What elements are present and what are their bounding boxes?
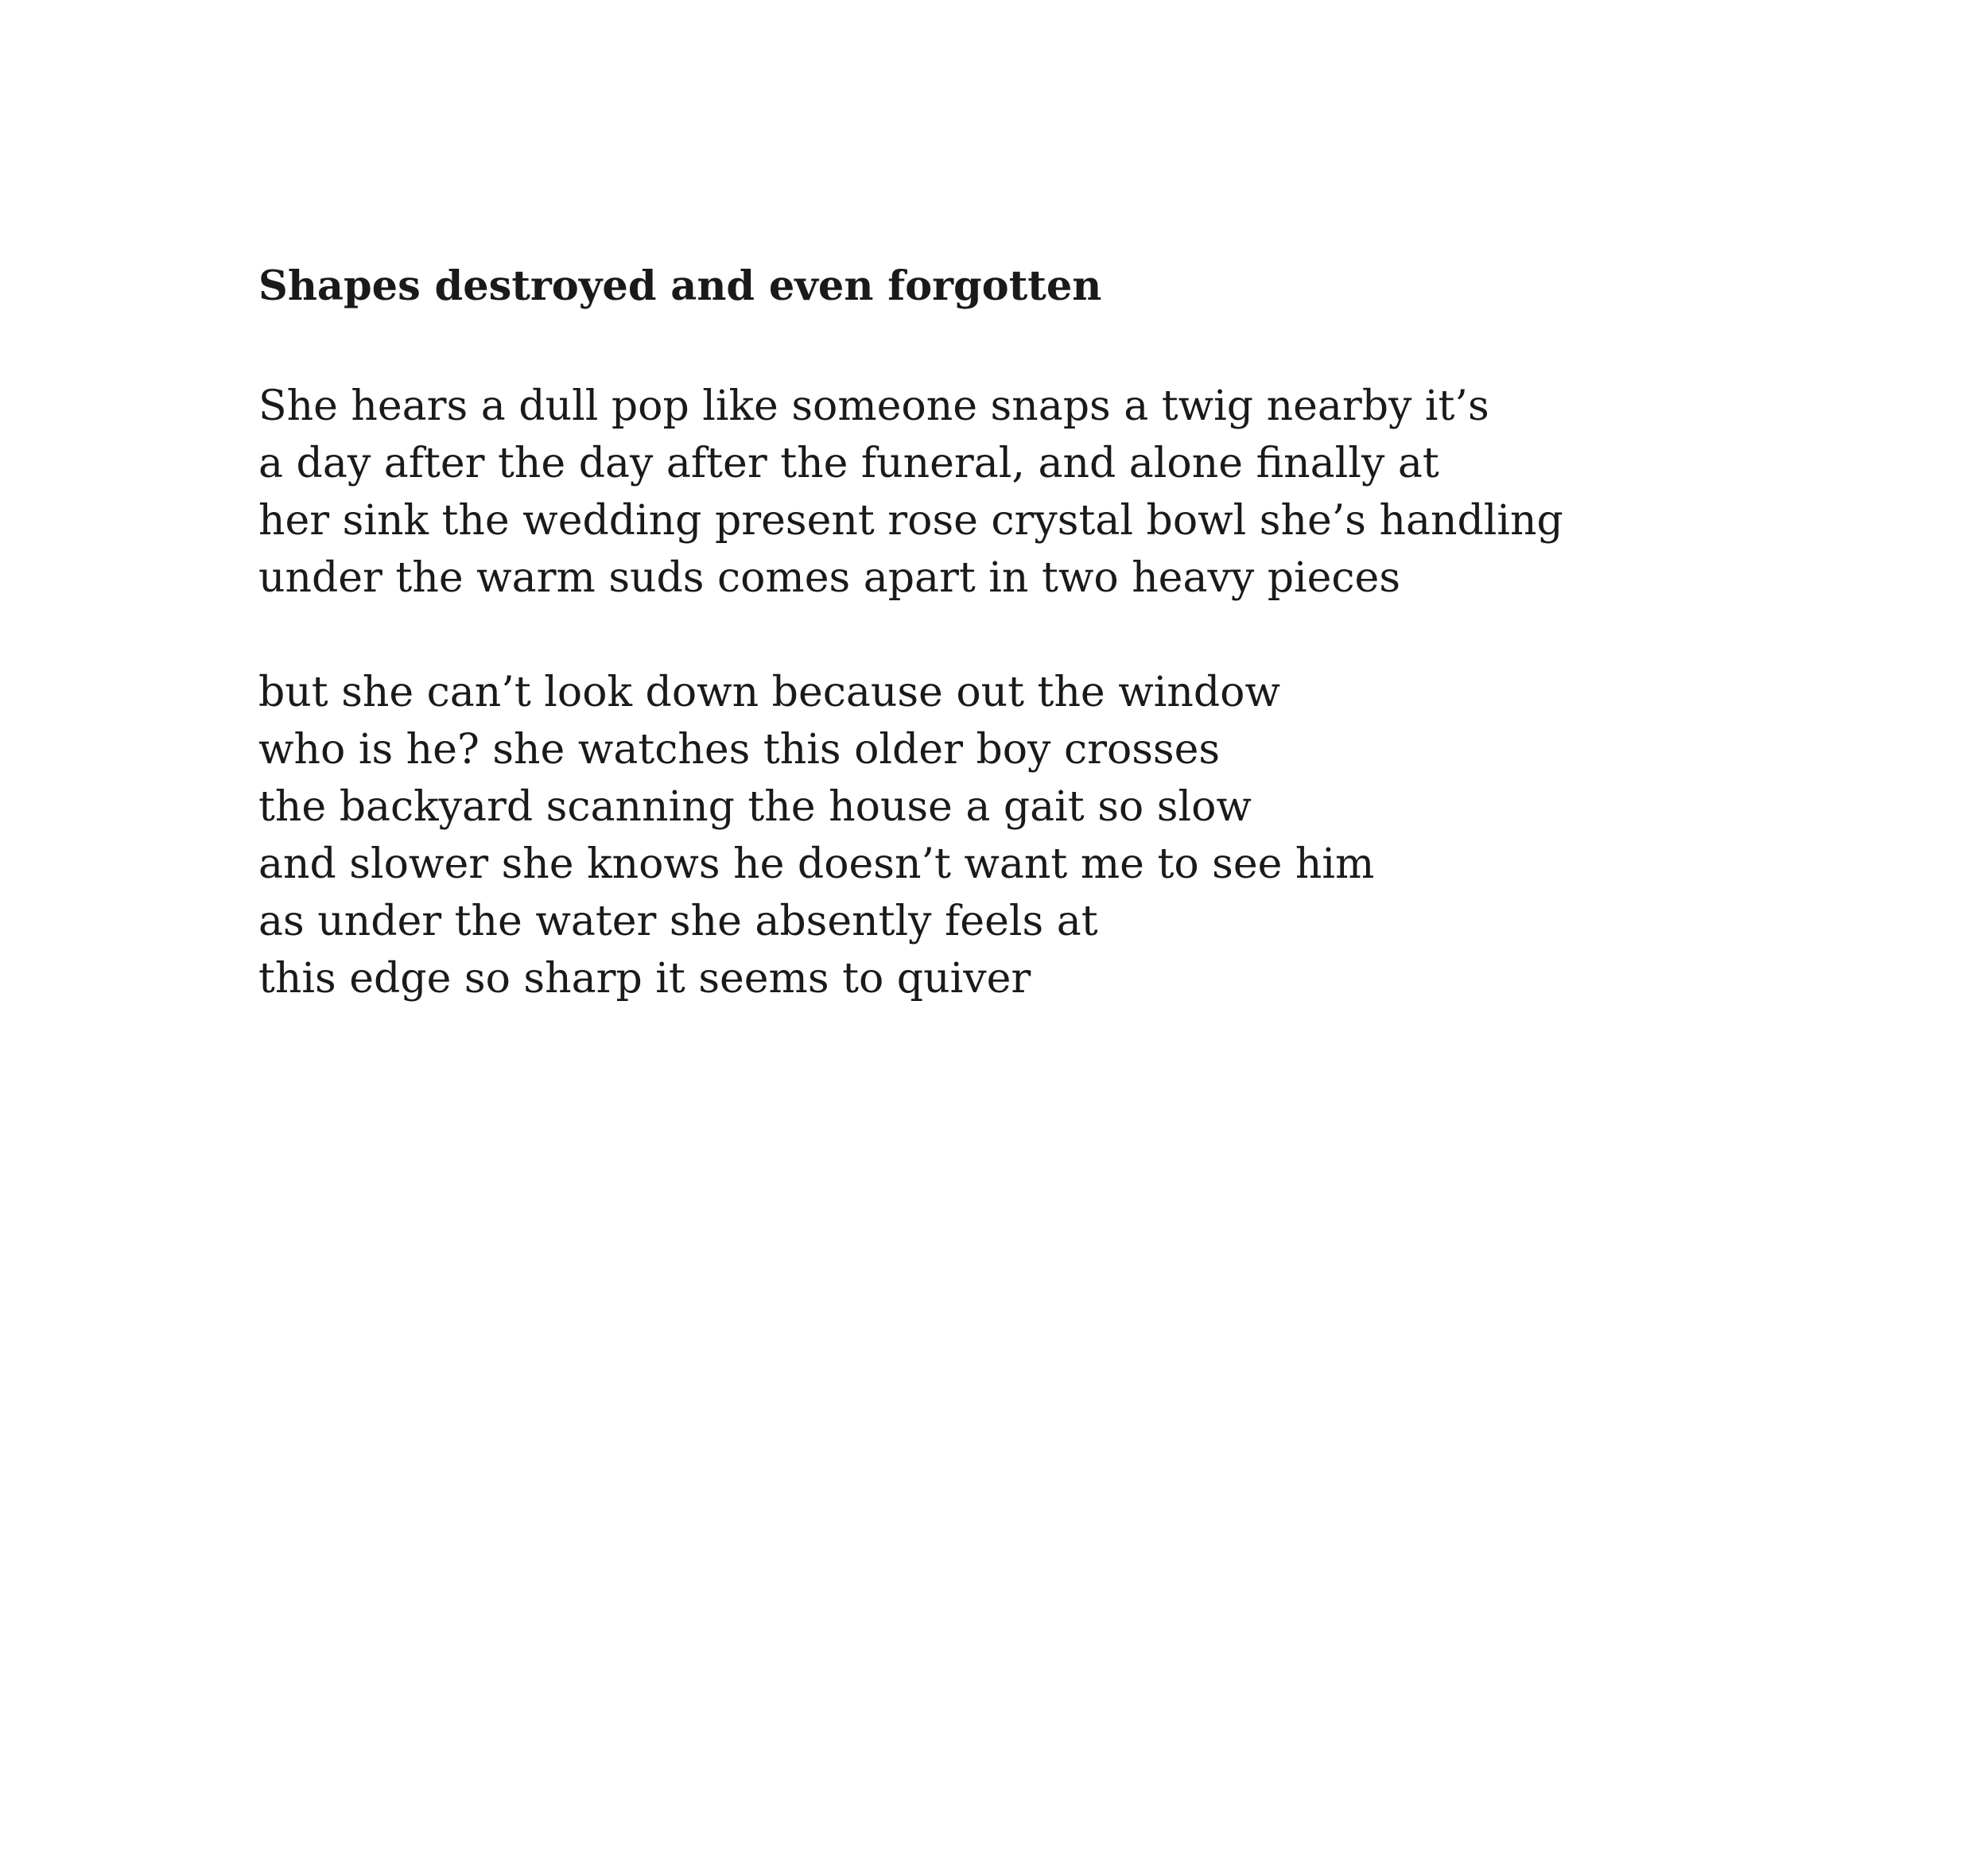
- poem-line: this edge so sharp it seems to quiver: [258, 955, 1031, 1003]
- poem-line: who is he? she watches this older boy crosses: [258, 726, 1221, 774]
- poem-title: Shapes destroyed and even forgotten: [258, 262, 1102, 310]
- poem-line: as under the water she absently feels at: [258, 898, 1098, 945]
- poem-line: the backyard scanning the house a gait so slow: [258, 783, 1252, 831]
- stanza-2: [258, 664, 1849, 1007]
- poem-line: her sink the wedding present rose crystal bowl she’s handling: [258, 497, 1563, 545]
- poem-line: under the warm suds comes apart in two heavy pieces: [258, 554, 1401, 602]
- poem: [258, 262, 1849, 1007]
- poem-line: She hears a dull pop like someone snaps a twig nearby it’s: [258, 382, 1489, 430]
- poem-line: a day after the day after the funeral, and alone finally at: [258, 440, 1439, 487]
- poem-line: but she can’t look down because out the window: [258, 669, 1280, 716]
- stanza-1: [258, 378, 1849, 607]
- poem-line: and slower she knows he doesn’t want me to see him: [258, 840, 1375, 888]
